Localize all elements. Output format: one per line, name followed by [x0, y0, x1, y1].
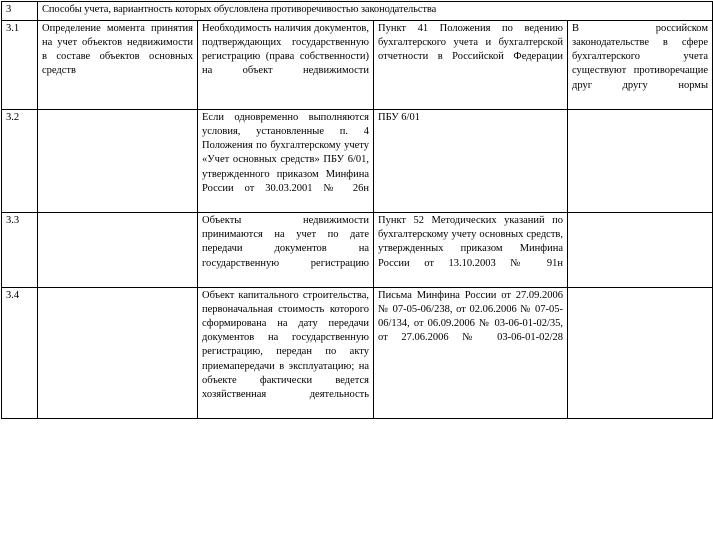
cause-text: В российском законодательстве в сфере бухгалтерского учета существуют противоречащие друг другу нормы	[572, 23, 708, 91]
accounting-method-cell	[38, 109, 198, 212]
normative-reference-cell	[374, 287, 568, 418]
normative-reference-cell	[374, 109, 568, 212]
table-section-header-row	[2, 2, 713, 21]
accounting-method-cell	[38, 287, 198, 418]
condition-text: Объект капитального строительства, первоначальная стоимость которого сформирована на дату передачи документов на государственную регистрацию, передан по акту приемапередачи в эксплуатацию; на объекте фактически ведется хозяйственная деятельность	[202, 289, 369, 400]
row-number-cell: 3.3	[2, 213, 38, 288]
table-row	[2, 213, 713, 288]
table-row	[2, 109, 713, 212]
accounting-method-text: Определение момента принятия на учет объектов недвижимости в составе объектов основных средств	[42, 23, 193, 77]
accounting-method-cell	[38, 21, 198, 110]
normative-reference-cell	[374, 21, 568, 110]
condition-text: Необходимость наличия документов, подтверждающих государственную регистрацию (права собственности) на объект недвижимости	[202, 23, 369, 77]
accounting-methods-table	[1, 1, 713, 419]
section-number-cell: 3	[2, 2, 38, 21]
normative-reference-text: Пункт 41 Положения по ведению бухгалтерского учета и бухгалтерской отчетности в Российской Федерации	[378, 23, 563, 63]
normative-reference-text: Письма Минфина России от 27.09.2006 № 07-05-06/238, от 02.06.2006 № 07-05-06/134, от 06.09.2006 № 03-06-01-02/35, от 27.06.2006 № 03-06-01-02/28	[378, 289, 563, 344]
condition-cell	[198, 287, 374, 418]
condition-text: Объекты недвижимости принимаются на учет по дате передачи документов на государственную регистрацию	[202, 215, 369, 269]
row-number-cell: 3.1	[2, 21, 38, 110]
table-row	[2, 287, 713, 418]
cause-cell	[568, 109, 713, 212]
accounting-method-cell	[38, 213, 198, 288]
cause-cell	[568, 213, 713, 288]
row-number-cell: 3.4	[2, 287, 38, 418]
cause-cell	[568, 287, 713, 418]
section-title-cell: Способы учета, вариантность которых обусловлена противоречивостью законодательства	[38, 2, 713, 21]
row-number-cell: 3.2	[2, 109, 38, 212]
condition-cell	[198, 21, 374, 110]
normative-reference-text: ПБУ 6/01	[378, 111, 420, 123]
table-row	[2, 21, 713, 110]
condition-cell	[198, 213, 374, 288]
condition-cell	[198, 109, 374, 212]
normative-reference-text: Пункт 52 Методических указаний по бухгалтерскому учету основных средств, утвержденных приказом Минфина России от 13.10.2003 № 91н	[378, 215, 563, 269]
condition-text: Если одновременно выполняются условия, установленные п. 4 Положения по бухгалтерскому учету «Учет основных средств» ПБУ 6/01, утвержденного приказом Минфина России от 30.03.2001 № 26н	[202, 111, 369, 194]
cause-cell	[568, 21, 713, 110]
normative-reference-cell	[374, 213, 568, 288]
